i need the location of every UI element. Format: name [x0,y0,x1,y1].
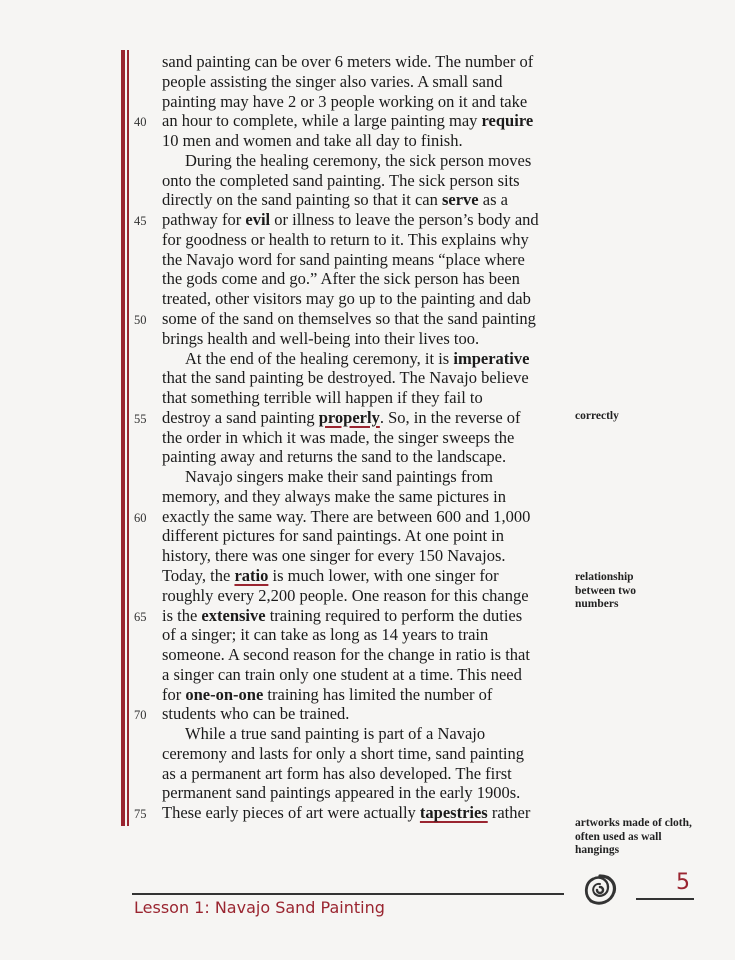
footer-rule [132,893,564,895]
text-line [185,349,529,369]
text-segment: someone. A second reason for the change in ratio is that [162,645,530,665]
text-segment: Today, the [162,566,235,586]
text-line [162,230,529,250]
line-number: 65 [134,609,147,624]
text-segment: people assisting the singer also varies. A small sand [162,71,503,91]
text-line [162,447,506,467]
text-segment: pathway for [162,210,246,230]
line-number: 55 [134,411,147,426]
vocabulary-word: serve [441,190,479,210]
text-segment: is the [162,605,202,625]
vocabulary-word: evil [245,210,271,230]
text-line [162,685,492,705]
text-line [162,803,530,823]
text-segment: Navajo singers make their sand paintings from [185,467,493,487]
text-line [162,665,522,685]
text-line [162,625,488,645]
glossary-note: artworks made of cloth, often used as wall hangings [575,817,692,856]
text-line [162,171,520,191]
text-line [162,764,512,784]
text-segment: different pictures for sand paintings. At one point in [162,526,505,546]
text-segment: that the sand painting be destroyed. The Navajo believe [162,368,529,388]
text-segment: as a permanent art form has also developed. The first [162,763,512,783]
line-number: 75 [134,807,147,822]
glossary-note: correctly [575,410,619,422]
text-line [185,151,531,171]
vocabulary-word: properly [318,407,380,427]
vocabulary-word: require [481,111,534,131]
margin-bar [121,50,125,826]
text-line [162,487,506,507]
text-line [162,606,522,626]
text-segment: training required to perform the duties [265,605,523,625]
text-segment: ceremony and lasts for only a short time, sand painting [162,743,525,763]
text-line [162,368,529,388]
text-line [185,467,493,487]
text-line [162,388,483,408]
text-segment: painting away and returns the sand to the landscape. [162,447,507,467]
text-segment: During the healing ceremony, the sick person moves [185,150,532,170]
text-line [162,329,479,349]
text-segment: students who can be trained. [162,704,350,724]
margin-bar [127,50,129,826]
text-line [162,190,508,210]
text-segment: At the end of the healing ceremony, it is [185,348,454,368]
vocabulary-word: tapestries [419,803,488,823]
text-segment: brings health and well-being into their lives too. [162,328,480,348]
text-segment: destroy a sand painting [162,407,319,427]
line-number: 50 [134,313,147,327]
lesson-title: Lesson 1: Navajo Sand Painting [134,898,385,917]
page-number: 5 [676,870,690,895]
text-line [162,526,504,546]
text-segment: for [162,684,186,704]
text-line [162,250,525,270]
spiral-icon [578,868,622,912]
text-line [162,289,531,309]
text-segment: for goodness or health to return to it. This explains why [162,229,529,249]
text-segment: the order in which it was made, the singer sweeps the [162,427,515,447]
text-segment: While a true sand painting is part of a Navajo [185,724,486,744]
text-segment: a singer can train only one student at a time. This need [162,664,522,684]
text-line [162,92,527,112]
text-line [162,72,503,92]
text-line [185,724,485,744]
text-segment: the gods come and go.” After the sick person has been [162,269,520,289]
text-segment: exactly the same way. There are between 600 and 1,000 [162,506,531,526]
text-line [162,269,520,289]
line-number: 45 [134,214,147,229]
text-line [162,309,536,329]
glossary-note: relationship between two numbers [575,571,636,610]
text-line [162,408,521,428]
text-line [162,744,524,764]
text-line [162,131,463,151]
text-segment: 10 men and women and take all day to finish. [162,131,463,151]
text-line [162,52,533,72]
text-line [162,546,506,566]
page-number-rule [636,898,694,900]
vocabulary-word: extensive [201,605,266,625]
text-segment: directly on the sand painting so that it can [162,190,442,210]
vocabulary-word: imperative [453,348,530,368]
text-line [162,645,530,665]
text-line [162,111,533,131]
text-segment: memory, and they always make the same pictures in [162,486,506,506]
text-segment: These early pieces of art were actually [162,803,420,823]
text-segment: training has limited the number of [263,684,493,704]
text-line [162,428,514,448]
text-segment: as a [478,190,508,210]
text-segment: history, there was one singer for every 150 Navajos. [162,546,506,566]
text-line [162,783,520,803]
text-segment: . So, in the reverse of [379,407,521,427]
text-segment: onto the completed sand painting. The sick person sits [162,170,520,190]
text-line [162,586,529,606]
vocabulary-word: one-on-one [185,684,264,704]
text-segment: roughly every 2,200 people. One reason for this change [162,585,529,605]
line-number: 70 [134,708,147,723]
text-segment: some of the sand on themselves so that the sand painting [162,309,536,328]
line-number: 60 [134,510,147,525]
text-segment: the Navajo word for sand painting means “place where [162,249,525,269]
text-line [162,704,349,724]
text-segment: of a singer; it can take as long as 14 years to train [162,625,489,645]
text-segment: an hour to complete, while a large painting may [162,111,482,131]
text-line [162,507,530,527]
text-segment: sand painting can be over 6 meters wide. The number of [162,52,534,71]
text-segment: painting may have 2 or 3 people working on it and take [162,91,528,111]
text-segment: is much lower, with one singer for [268,566,499,586]
text-segment: rather [487,803,531,823]
text-segment: that something terrible will happen if they fail to [162,388,483,408]
text-line [162,566,499,586]
text-segment: permanent sand paintings appeared in the early 1900s. [162,783,521,803]
line-number: 40 [134,115,147,130]
text-segment: or illness to leave the person’s body and [270,210,539,230]
text-line [162,210,539,230]
vocabulary-word: ratio [234,566,269,586]
text-segment: treated, other visitors may go up to the painting and dab [162,289,531,309]
